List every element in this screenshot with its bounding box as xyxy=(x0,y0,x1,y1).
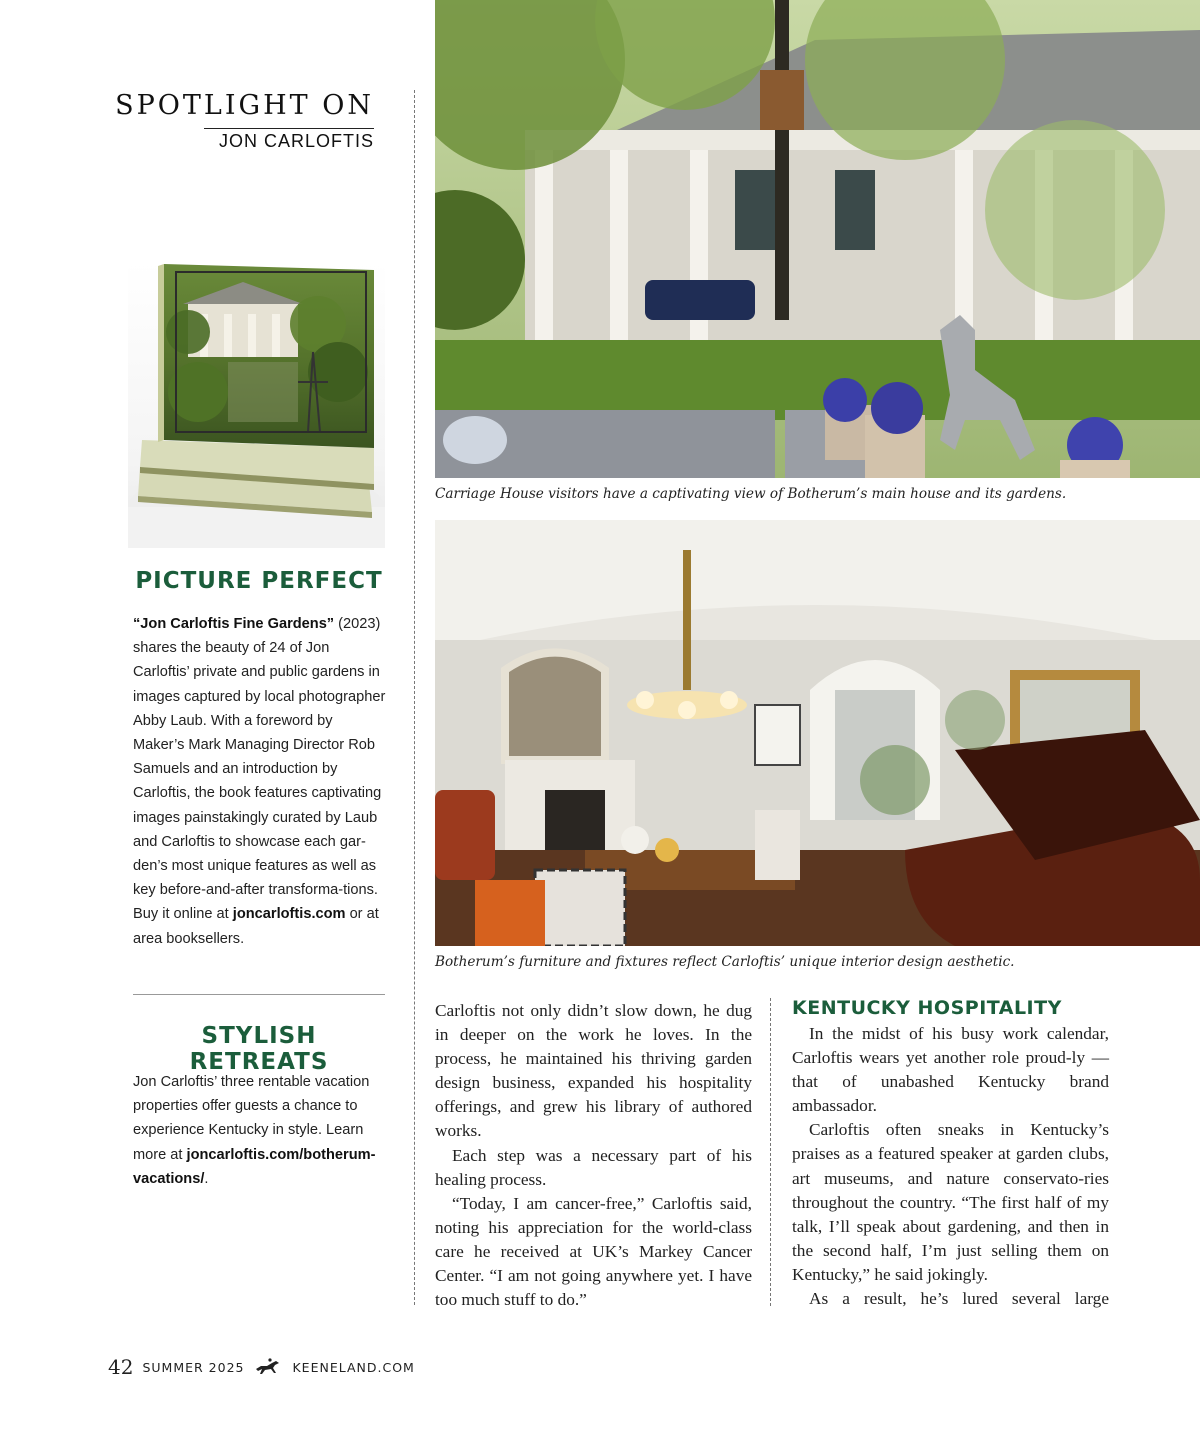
top-photo-caption: Carriage House visitors have a captivating view of Botherum’s main house and its gardens. xyxy=(435,486,1067,502)
horse-and-jockey-icon xyxy=(253,1357,283,1377)
vacations-link[interactable]: joncarloftis.com/botherum-vacations/ xyxy=(133,1146,376,1187)
article-paragraph: Each step was a necessary part of his healing process. xyxy=(435,1145,752,1189)
garden-photo-illustration xyxy=(435,0,1200,478)
interior-photo-illustration xyxy=(435,520,1200,946)
book-link[interactable]: joncarloftis.com xyxy=(232,906,346,923)
article-paragraph: Carloftis often sneaks in Kentucky’s praises as a featured speaker at garden clubs, art museums, and nature conservato-ries throughout the country. “The first half of my talk, I’ll speak about gardening, and then in the second half, I’m just selling them on Kentucky,” he said jokingly. xyxy=(792,1120,1109,1284)
issue-label: SUMMER 2025 xyxy=(142,1359,245,1375)
article-paragraph: As a result, he’s lured several large xyxy=(809,1289,1109,1309)
interior-photo xyxy=(435,520,1200,946)
kicker-rule xyxy=(204,128,374,129)
picture-perfect-text: (2023) shares the beauty of 24 of Jon Carloftis’ private and public gardens in images captured by local photographer Abby Laub. With a foreword by Maker’s Mark Managing Director Rob Samuels and an introduction by Carloftis, the book features captivating images painstakingly curated by Laub and Carloftis to showcase each gar-den’s most unique features as well as key before-and-after transforma-tions. Buy it online at xyxy=(133,616,386,923)
stylish-retreats-heading: STYLISH RETREATS xyxy=(189,1023,329,1075)
article-paragraph: In the midst of his busy work calendar, Carloftis wears yet another role proud-ly — that of unabashed Kentucky brand ambassador. xyxy=(792,1024,1109,1116)
book-stack-photo xyxy=(128,262,385,548)
spotlight-subject: JON CARLOFTIS xyxy=(218,131,374,151)
book-title: “Jon Carloftis Fine Gardens” xyxy=(133,616,335,632)
picture-perfect-tail: or at area booksellers. xyxy=(133,906,379,947)
picture-perfect-body xyxy=(133,612,387,951)
article-paragraph: “Today, I am cancer-free,” Carloftis said, noting his appreciation for the world-class care he received at UK’s Markey Cancer Center. “I am not going anywhere yet. I have too much stuff to do.” xyxy=(435,1193,752,1310)
article-paragraph: Carloftis not only didn’t slow down, he dug in deeper on the work he loves. In the process, he maintained his thriving garden design business, expanded his hospitality offerings, and grew his library of authored works. xyxy=(435,1001,752,1141)
column-divider-left xyxy=(414,90,415,1305)
site-url[interactable]: KEENELAND.COM xyxy=(292,1359,415,1375)
book-stack-illustration xyxy=(128,262,385,548)
stylish-retreats-text: Jon Carloftis’ three rentable vacation properties offer guests a chance to experience Kentucky in style. Learn more at xyxy=(133,1074,370,1163)
article-column-1 xyxy=(435,999,752,1312)
stylish-retreats-body xyxy=(133,1070,383,1191)
sidebar-divider xyxy=(133,994,385,995)
column-divider-mid xyxy=(770,998,771,1306)
bottom-photo-caption: Botherum’s furniture and fixtures reflect Carloftis’ unique interior design aesthetic. xyxy=(435,954,1015,970)
picture-perfect-heading: PICTURE PERFECT xyxy=(135,568,383,594)
article-column-2 xyxy=(792,1022,1109,1311)
page-footer xyxy=(108,1355,415,1379)
garden-photo xyxy=(435,0,1200,478)
stylish-retreats-tail: . xyxy=(204,1170,209,1187)
section-kicker: SPOTLIGHT ON xyxy=(115,90,374,121)
kentucky-hospitality-heading: KENTUCKY HOSPITALITY xyxy=(792,997,1062,1019)
page-number: 42 xyxy=(108,1355,134,1379)
